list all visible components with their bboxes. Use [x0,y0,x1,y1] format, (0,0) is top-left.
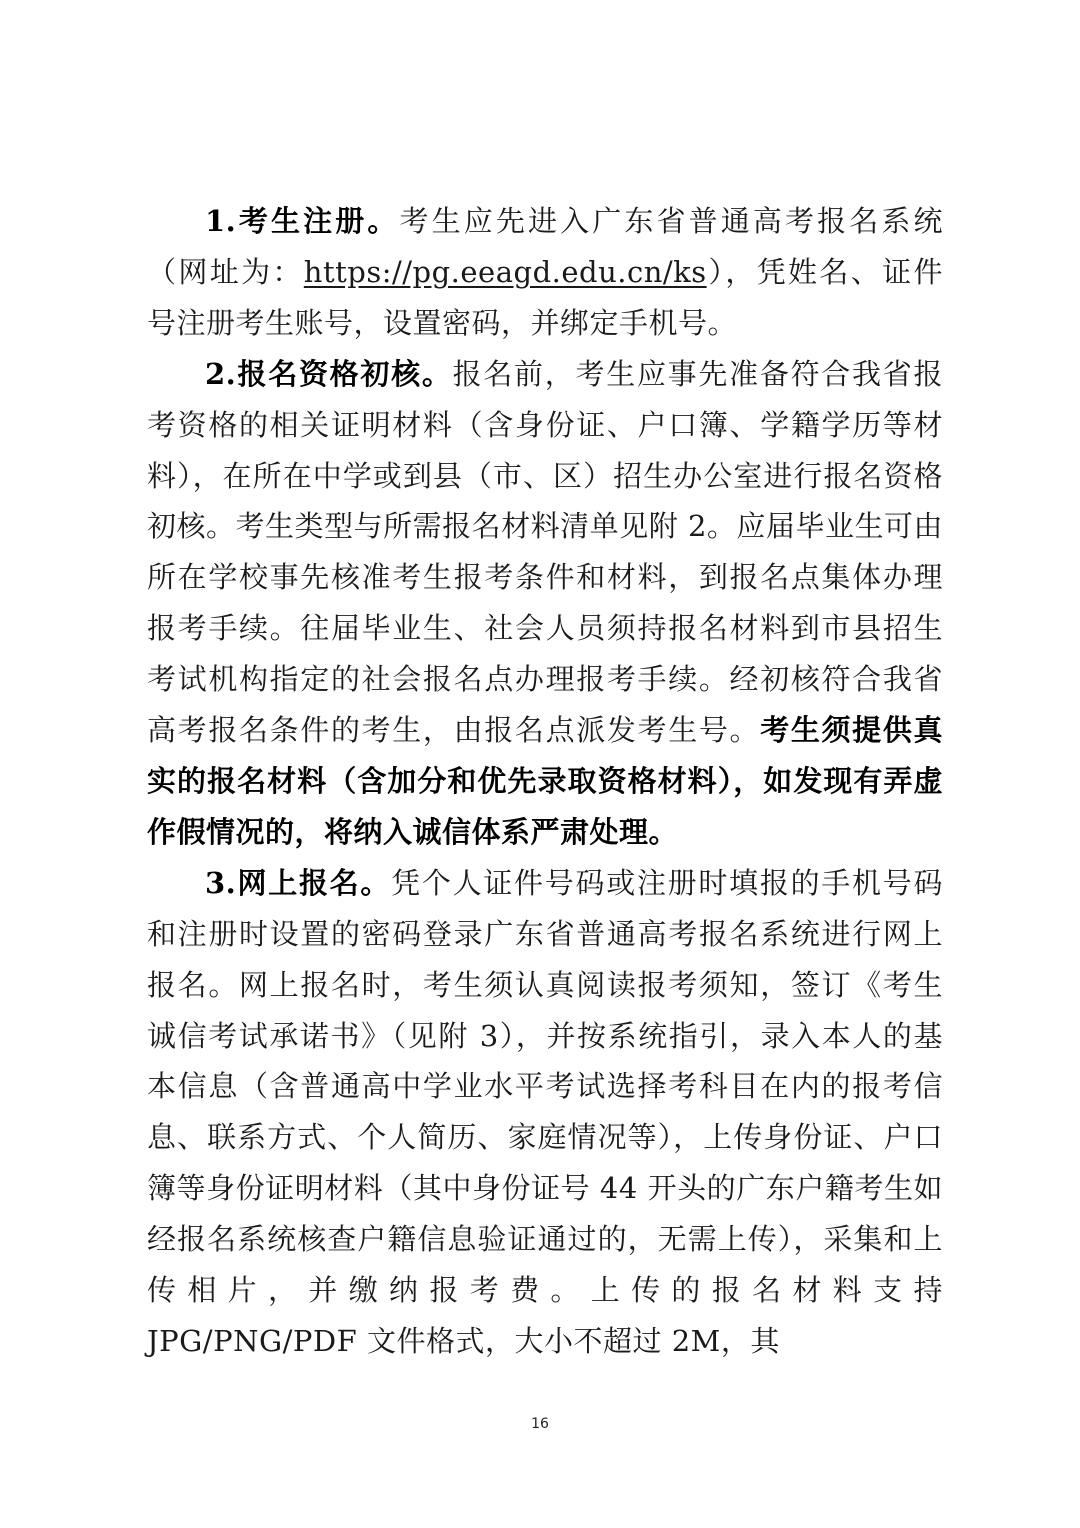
registration-url-link[interactable]: https://pg.eeagd.edu.cn/ks [303,254,707,289]
page-number: 16 [531,1416,549,1432]
section-1-text-a: 考生应先进入广东省普通高考报名系统（网址为： [147,204,943,289]
section-2-paragraph [147,349,943,858]
section-2-emphasis: 考生须提供真实的报名材料（含加分和优先录取资格材料），如发现有弄虚作假情况的，将纳入诚信体系严肃处理。 [147,713,943,849]
section-1-heading: 1.考生注册。 [205,204,400,238]
section-3-paragraph [147,858,943,1367]
document-body [147,196,943,1367]
section-1-paragraph [147,196,943,349]
section-2-heading: 2.报名资格初核。 [205,356,453,391]
section-3-heading: 3.网上报名。 [205,865,392,900]
section-1-text-b: ），凭姓名、证件号注册考生账号，设置密码，并绑定手机号。 [147,254,943,340]
section-2-text: 报名前，考生应事先准备符合我省报考资格的相关证明材料（含身份证、户口簿、学籍学历等材料），在所在中学或到县（市、区）招生办公室进行报名资格初核。考生类型与所需报名材料清单见附 2。应届毕业生可由所在学校事先核准考生报考条件和材料，到报名点集体办理报考手续。往届毕业生、社会人员须持报名材料到市县招生考试机构指定的社会报名点办理报考手续。经初核符合我省高考报名条件的考生，由报名点派发考生号。 [147,356,943,748]
section-3-text: 凭个人证件号码或注册时填报的手机号码和注册时设置的密码登录广东省普通高考报名系统进行网上报名。网上报名时，考生须认真阅读报考须知，签订《考生诚信考试承诺书》（见附 3），并按系统指引，录入本人的基本信息（含普通高中学业水平考试选择考科目在内的报考信息、联系方式、个人简历、家庭情况等），上传身份证、户口簿等身份证明材料（其中身份证号 44 开头的广东户籍考生如经报名系统核查户籍信息验证通过的，无需上传），采集和上传相片，并缴纳报考费。上传的报名材料支持 JPG/PNG/PDF 文件格式，大小不超过 2M，其 [147,865,943,1358]
